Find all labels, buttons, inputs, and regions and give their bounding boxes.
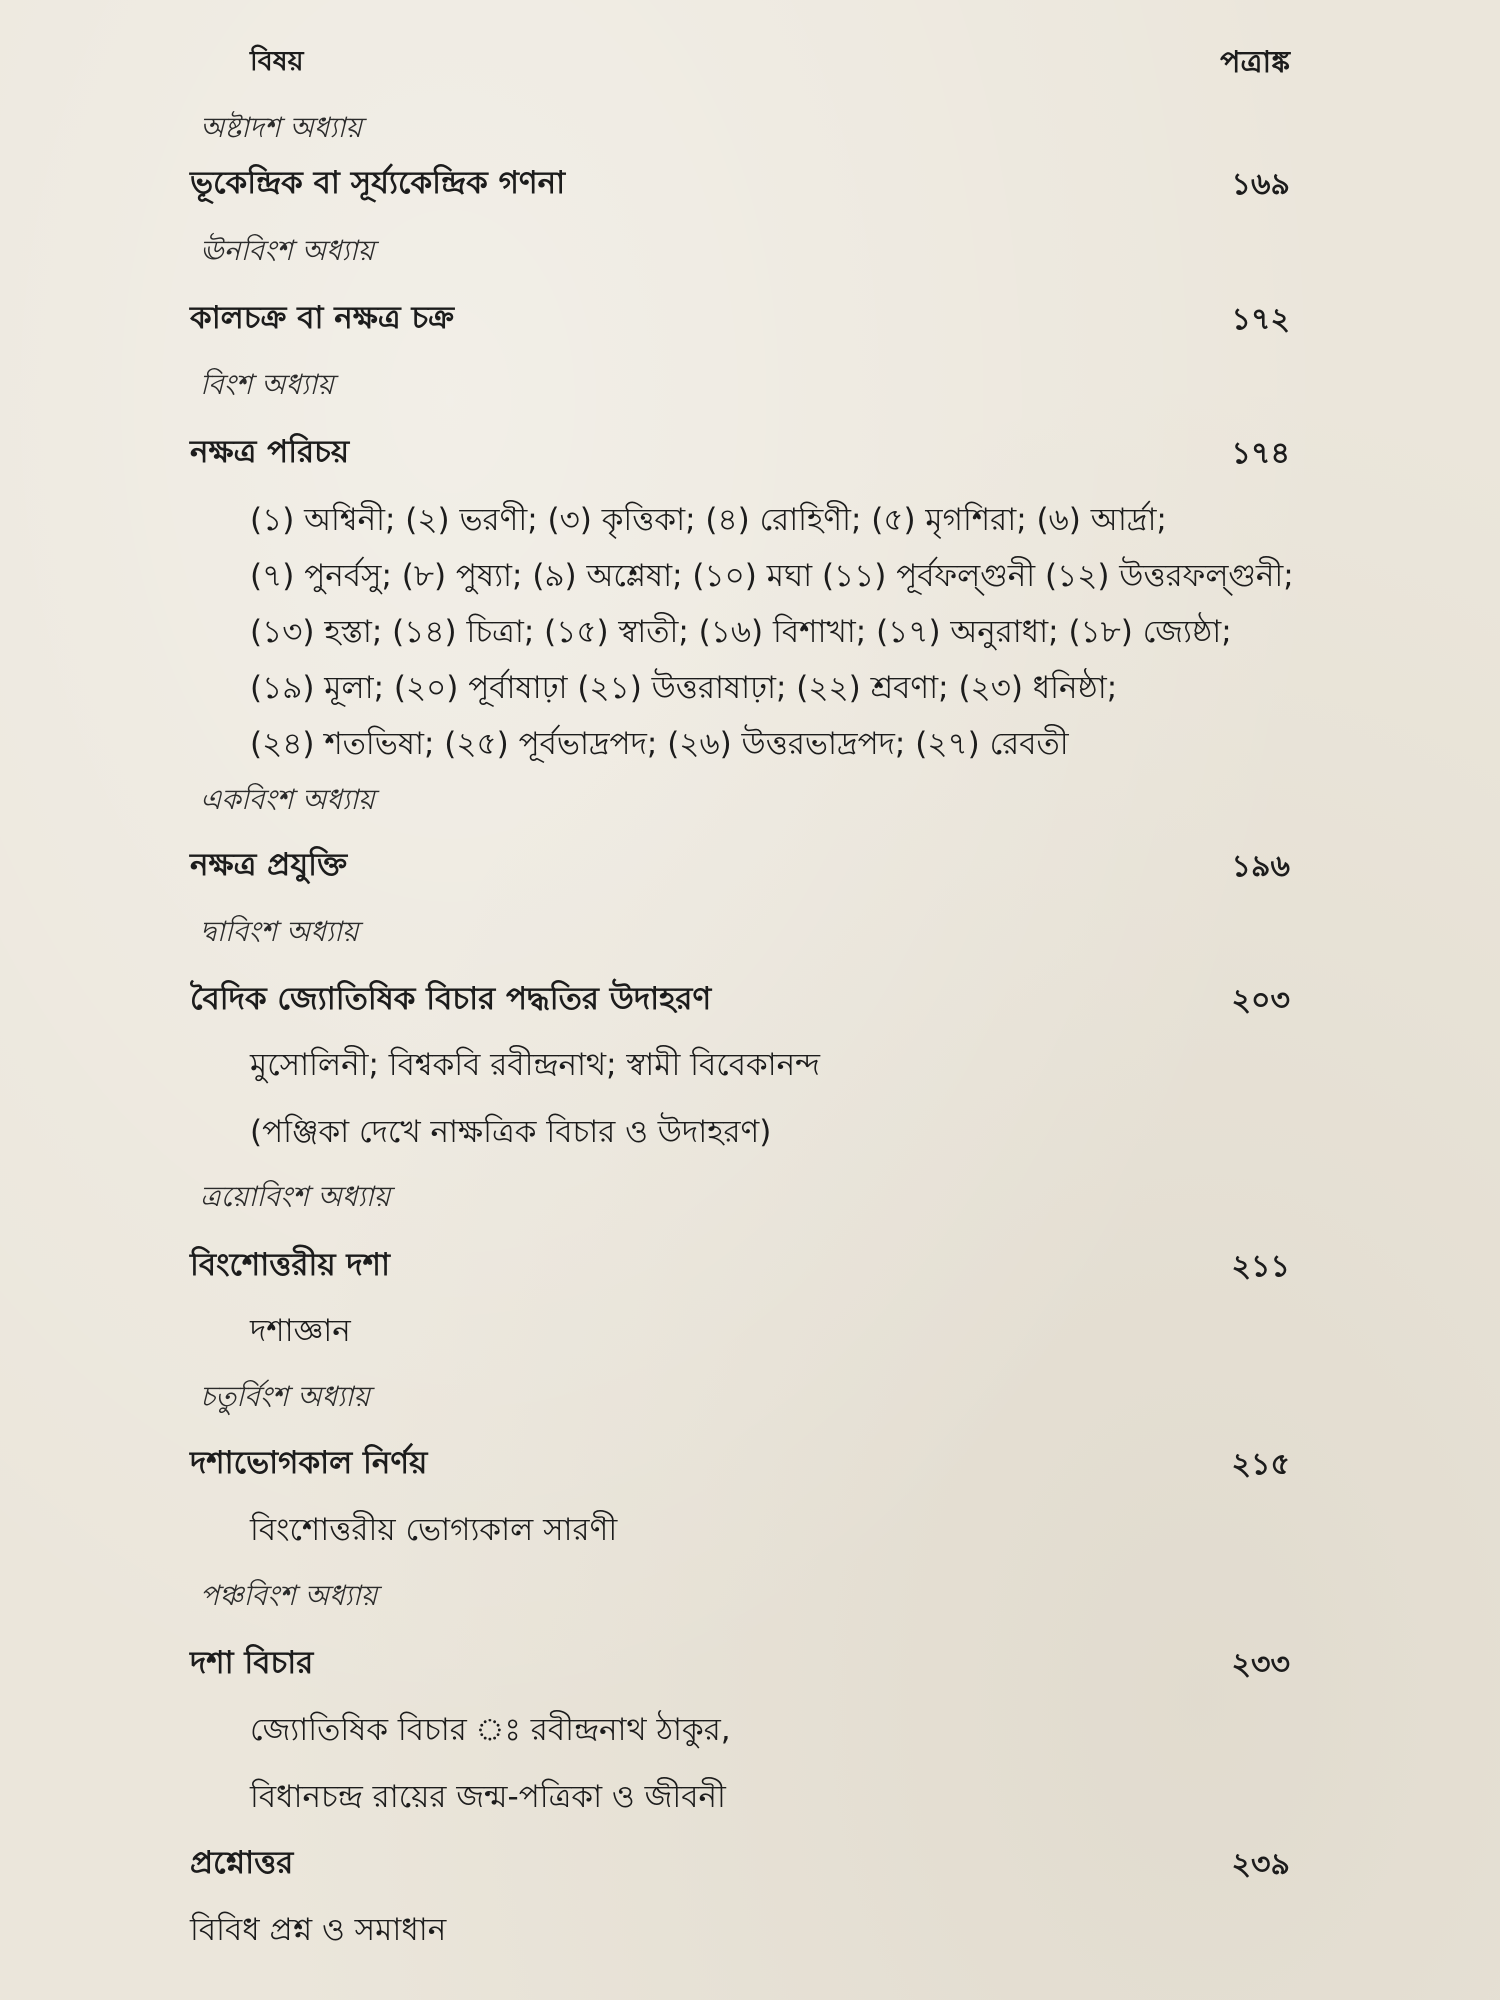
nakshatra-list-line: (১৯) মূলা; (২০) পূর্বাষাঢ়া (২১) উত্তরাষাঢ়া; (২২) শ্রবণা; (২৩) ধনিষ্ঠা; — [250, 670, 1118, 706]
toc-page-number: ২৩৯ — [1231, 1847, 1290, 1882]
toc-subentry: বিধানচন্দ্র রায়ের জন্ম-পত্রিকা ও জীবনী — [250, 1779, 726, 1815]
toc-entry-title: বিংশোত্তরীয় দশা — [190, 1247, 391, 1283]
toc-subentry: মুসোলিনী; বিশ্বকবি রবীন্দ্রনাথ; স্বামী বিবেকানন্দ — [250, 1047, 821, 1083]
toc-page-number: ১৬৯ — [1231, 167, 1290, 202]
nakshatra-list-line: (৭) পুনর্বসু; (৮) পুষ্যা; (৯) অশ্লেষা; (১০) মঘা (১১) পূর্বফল্গুনী (১২) উত্তরফল্গুনী; — [250, 558, 1294, 594]
nakshatra-list-line: (২৪) শতভিষা; (২৫) পূর্বভাদ্রপদ; (২৬) উত্তরভাদ্রপদ; (২৭) রেবতী — [250, 726, 1069, 762]
toc-page-number: ২১৫ — [1231, 1447, 1290, 1482]
toc-subentry: দশাজ্ঞান — [250, 1313, 351, 1349]
toc-subentry: জ্যোতিষিক বিচার ঃ রবীন্দ্রনাথ ঠাকুর, — [250, 1712, 731, 1748]
toc-subentry: বিবিধ প্রশ্ন ও সমাধান — [190, 1912, 447, 1948]
chapter-heading: পঞ্চবিংশ অধ্যায় — [200, 1579, 378, 1612]
toc-entry-title: নক্ষত্র প্রযুক্তি — [190, 847, 348, 883]
toc-page-number: ১৭২ — [1231, 302, 1290, 337]
chapter-heading: চতুর্বিংশ অধ্যায় — [200, 1380, 370, 1413]
toc-subentry: (পঞ্জিকা দেখে নাক্ষত্রিক বিচার ও উদাহরণ) — [250, 1114, 772, 1150]
subject-column-header: বিষয় — [250, 46, 304, 77]
nakshatra-list-line: (১৩) হস্তা; (১৪) চিত্রা; (১৫) স্বাতী; (১৬) বিশাখা; (১৭) অনুরাধা; (১৮) জ্যেষ্ঠা; — [250, 614, 1232, 650]
toc-entry-title: দশা বিচার — [190, 1645, 314, 1681]
toc-page-number: ২৩৩ — [1231, 1647, 1290, 1682]
toc-entry-title: দশাভোগকাল নির্ণয় — [190, 1445, 428, 1481]
page-number-column-header: পত্রাঙ্ক — [1220, 45, 1290, 80]
chapter-heading: দ্বাবিংশ অধ্যায় — [200, 915, 359, 948]
toc-entry-title: বৈদিক জ্যোতিষিক বিচার পদ্ধতির উদাহরণ — [190, 981, 712, 1017]
toc-entry-title: ভূকেন্দ্রিক বা সূর্য্যকেন্দ্রিক গণনা — [190, 165, 566, 201]
chapter-heading: ঊনবিংশ অধ্যায় — [200, 234, 375, 267]
toc-entry-title: প্রশ্নোত্তর — [190, 1845, 294, 1881]
toc-page-number: ২০৩ — [1231, 983, 1290, 1018]
chapter-heading: বিংশ অধ্যায় — [200, 368, 334, 401]
toc-page-number: ১৭৪ — [1231, 436, 1290, 471]
chapter-heading: একবিংশ অধ্যায় — [200, 783, 375, 816]
toc-subentry: বিংশোত্তরীয় ভোগ্যকাল সারণী — [250, 1512, 618, 1548]
toc-entry-title: কালচক্র বা নক্ষত্র চক্র — [190, 300, 455, 336]
toc-page-number: ১৯৬ — [1231, 849, 1290, 884]
toc-entry-title: নক্ষত্র পরিচয় — [190, 434, 350, 470]
chapter-heading: অষ্টাদশ অধ্যায় — [200, 111, 363, 144]
chapter-heading: ত্রয়োবিংশ অধ্যায় — [200, 1180, 391, 1213]
nakshatra-list-line: (১) অশ্বিনী; (২) ভরণী; (৩) কৃত্তিকা; (৪) রোহিণী; (৫) মৃগশিরা; (৬) আর্দ্রা; — [250, 502, 1167, 538]
toc-page-number: ২১১ — [1231, 1249, 1290, 1284]
